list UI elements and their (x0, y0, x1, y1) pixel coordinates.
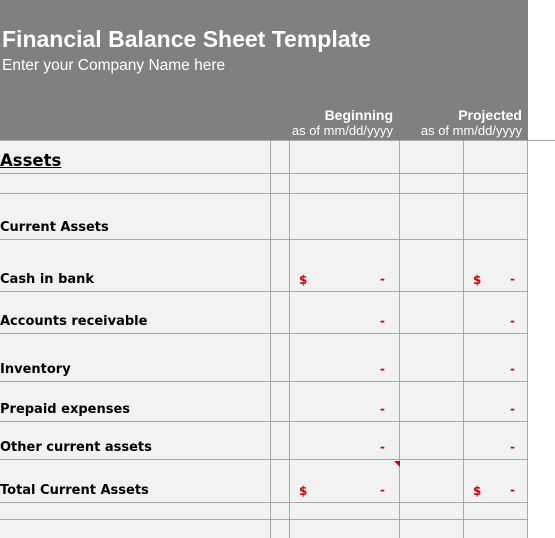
total-beginning-currency[interactable]: $ (299, 484, 308, 498)
row-label-accounts-receivable[interactable]: Accounts receivable (0, 314, 148, 329)
cash-beginning-currency[interactable]: $ (299, 273, 308, 287)
column-header-projected (421, 107, 522, 139)
row-divider (0, 333, 528, 334)
row-divider (0, 239, 528, 240)
row-divider (0, 173, 528, 174)
total-beginning-value[interactable]: - (380, 483, 385, 497)
row-label-cash-in-bank[interactable]: Cash in bank (0, 272, 95, 287)
company-name-cell[interactable]: Enter your Company Name here (2, 57, 226, 74)
total-projected-value[interactable]: - (510, 483, 515, 497)
other-beginning-value[interactable]: - (380, 440, 385, 454)
sheet-grid (0, 140, 528, 538)
row-label-other-current-assets[interactable]: Other current assets (0, 440, 152, 455)
ar-projected-value[interactable]: - (510, 314, 515, 328)
beginning-label: Beginning (324, 107, 393, 123)
comment-indicator-icon[interactable] (394, 461, 400, 467)
row-divider (0, 459, 528, 460)
row-divider (0, 519, 528, 520)
prepaid-beginning-value[interactable]: - (380, 402, 385, 416)
row-label-prepaid-expenses[interactable]: Prepaid expenses (0, 402, 130, 417)
inventory-beginning-value[interactable]: - (380, 362, 385, 376)
column-divider (463, 140, 464, 538)
cash-beginning-value[interactable]: - (380, 272, 385, 286)
projected-label: Projected (458, 107, 522, 123)
section-title-assets[interactable]: Assets (0, 151, 62, 170)
row-label-total-current-assets[interactable]: Total Current Assets (0, 483, 149, 498)
column-divider (289, 140, 290, 538)
projected-date[interactable]: as of mm/dd/yyyy (420, 123, 522, 138)
ar-beginning-value[interactable]: - (380, 314, 385, 328)
other-projected-value[interactable]: - (510, 440, 515, 454)
inventory-projected-value[interactable]: - (510, 362, 515, 376)
row-divider (0, 502, 528, 503)
row-divider (0, 140, 555, 141)
row-divider (0, 193, 528, 194)
cash-projected-value[interactable]: - (510, 272, 515, 286)
row-divider (0, 421, 528, 422)
prepaid-projected-value[interactable]: - (510, 402, 515, 416)
column-divider (527, 140, 528, 538)
page-title: Financial Balance Sheet Template (2, 26, 371, 52)
cash-projected-currency[interactable]: $ (473, 273, 482, 287)
row-divider (0, 291, 528, 292)
row-label-inventory[interactable]: Inventory (0, 362, 71, 377)
total-projected-currency[interactable]: $ (473, 484, 482, 498)
column-divider (270, 140, 271, 538)
beginning-date[interactable]: as of mm/dd/yyyy (291, 123, 393, 138)
row-divider (0, 381, 528, 382)
column-divider (399, 140, 400, 538)
row-label-current-assets[interactable]: Current Assets (0, 220, 109, 235)
column-header-beginning (292, 107, 393, 139)
